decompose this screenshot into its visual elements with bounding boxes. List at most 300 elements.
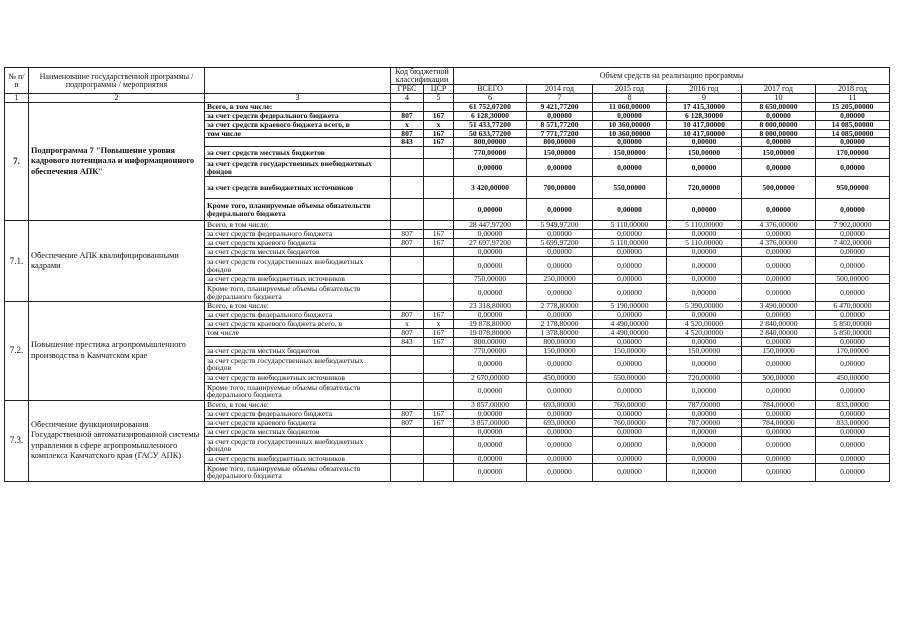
csr-code [424,284,454,302]
year-value: 14 085,00000 [816,129,890,138]
grbs-code [391,454,424,463]
header-year: 2016 год [667,85,742,94]
year-value: 0,00000 [742,355,816,373]
year-value: 150,00000 [742,346,816,355]
column-number: 6 [454,94,527,103]
row-label: том числе [205,329,391,338]
section-number: 7.1. [5,221,29,302]
table-header [5,68,890,103]
year-value: 0,00000 [816,427,890,436]
year-value: 0,00000 [527,436,593,454]
header-csr: ЦСР [424,85,454,94]
year-value: 0,00000 [816,199,890,221]
year-value: 0,00000 [593,409,667,418]
year-value: 0,00000 [742,284,816,302]
total-value: 61 752,07200 [454,103,527,112]
year-value: 3 490,00000 [742,302,816,311]
row-label: том числе [205,129,391,138]
row-label: Всего, в том числе: [205,221,391,230]
year-value: 550,00000 [593,177,667,199]
year-value: 0,00000 [667,284,742,302]
year-value: 2 840,00000 [742,329,816,338]
year-value: 150,00000 [593,346,667,355]
year-value: 693,00000 [527,418,593,427]
year-value: 0,00000 [816,463,890,481]
year-value: 0,00000 [667,463,742,481]
year-value: 0,00000 [742,199,816,221]
grbs-code: 807 [391,409,424,418]
table-row [5,400,890,409]
csr-code [424,373,454,382]
header-year: 2015 год [593,85,667,94]
year-value: 150,00000 [527,147,593,159]
year-value: 8 000,00000 [742,129,816,138]
row-label: за счет средств внебюджетных источников [205,275,391,284]
csr-code: 167 [424,329,454,338]
csr-code [424,147,454,159]
year-value: 11 060,00000 [593,103,667,112]
row-label: за счет средств внебюджетных источников [205,373,391,382]
csr-code: 167 [424,338,454,347]
csr-code [424,199,454,221]
grbs-code [391,463,424,481]
year-value: 0,00000 [667,454,742,463]
header-total: ВСЕГО [454,85,527,94]
year-value: 0,00000 [593,199,667,221]
year-value: 0,00000 [593,338,667,347]
year-value: 0,00000 [667,275,742,284]
year-value: 0,00000 [593,230,667,239]
year-value: 0,00000 [742,230,816,239]
year-value: 0,00000 [816,112,890,121]
grbs-code [391,346,424,355]
total-value: 0,00000 [454,284,527,302]
year-value: 0,00000 [593,427,667,436]
grbs-code: 843 [391,138,424,147]
grbs-code: 807 [391,329,424,338]
year-value: 5 850,00000 [816,320,890,329]
year-value: 7 402,00000 [816,239,890,248]
year-value: 0,00000 [593,159,667,177]
year-value: 0,00000 [667,159,742,177]
csr-code: 167 [424,112,454,121]
year-value: 0,00000 [667,311,742,320]
grbs-code [391,400,424,409]
year-value: 0,00000 [742,436,816,454]
year-value: 0,00000 [527,454,593,463]
total-value: 19 078,80000 [454,329,527,338]
column-number: 5 [424,94,454,103]
grbs-code [391,248,424,257]
total-value: 0,00000 [454,454,527,463]
table-body [5,103,890,482]
year-value: 0,00000 [667,382,742,400]
year-value: 0,00000 [742,257,816,275]
grbs-code [391,177,424,199]
year-value: 0,00000 [527,427,593,436]
year-value: 0,00000 [593,355,667,373]
year-value: 0,00000 [667,230,742,239]
total-value: 50 633,77200 [454,129,527,138]
csr-code [424,177,454,199]
year-value: 0,00000 [816,230,890,239]
csr-code: 167 [424,239,454,248]
year-value: 0,00000 [742,454,816,463]
section-name: Подпрограмма 7 "Повышение уровня кадрового потенциала и информационного обеспечения АПК" [29,103,205,221]
row-label: за счет средств краевого бюджета [205,239,391,248]
row-label [205,338,391,347]
year-value: 150,00000 [527,346,593,355]
year-value: 4 520,00000 [667,329,742,338]
year-value: 0,00000 [527,199,593,221]
year-value: 0,00000 [593,284,667,302]
total-value: 3 857,00000 [454,400,527,409]
year-value: 0,00000 [816,382,890,400]
year-value: 0,00000 [527,382,593,400]
year-value: 0,00000 [527,355,593,373]
total-value: 0,00000 [454,355,527,373]
year-value: 0,00000 [667,427,742,436]
year-value: 0,00000 [816,409,890,418]
year-value: 693,00000 [527,400,593,409]
total-value: 19 878,80000 [454,320,527,329]
year-value: 784,00000 [742,418,816,427]
header-year: 2017 год [742,85,816,94]
csr-code: х [424,121,454,130]
year-value: 0,00000 [742,248,816,257]
row-label: Кроме того, планируемые объемы обязательств федерального бюджета [205,382,391,400]
column-number: 9 [667,94,742,103]
total-value: 800,00000 [454,338,527,347]
year-value: 150,00000 [667,346,742,355]
row-label: Кроме того, планируемые объемы обязательств федерального бюджета [205,463,391,481]
year-value: 784,00000 [742,400,816,409]
row-label: за счет средств внебюджетных источников [205,454,391,463]
row-label: за счет средств государственных внебюджетных фондов [205,159,391,177]
year-value: 760,00000 [593,418,667,427]
csr-code [424,355,454,373]
year-value: 0,00000 [742,409,816,418]
year-value: 5 110,00000 [593,239,667,248]
year-value: 4 376,00000 [742,221,816,230]
budget-table [4,67,890,482]
year-value: 150,00000 [667,147,742,159]
year-value: 500,00000 [816,275,890,284]
year-value: 4 520,00000 [667,320,742,329]
row-label: за счет средств федерального бюджета [205,230,391,239]
row-label: за счет средств внебюджетных источников [205,177,391,199]
year-value: 0,00000 [593,463,667,481]
year-value: 0,00000 [667,409,742,418]
year-value: 1 378,80000 [527,329,593,338]
csr-code: 167 [424,311,454,320]
csr-code [424,159,454,177]
year-value: 0,00000 [742,138,816,147]
year-value: 0,00000 [816,338,890,347]
column-number: 1 [5,94,29,103]
csr-code: 167 [424,230,454,239]
year-value: 0,00000 [593,138,667,147]
total-value: 0,00000 [454,199,527,221]
year-value: 2 840,00000 [742,320,816,329]
year-value: 0,00000 [527,230,593,239]
year-value: 4 490,00000 [593,329,667,338]
year-value: 700,00000 [527,177,593,199]
csr-code [424,257,454,275]
grbs-code [391,436,424,454]
year-value: 5 949,97200 [527,221,593,230]
csr-code [424,427,454,436]
year-value: 450,00000 [816,373,890,382]
year-value: 250,00000 [527,275,593,284]
year-value: 5 699,97200 [527,239,593,248]
total-value: 0,00000 [454,311,527,320]
year-value: 150,00000 [593,147,667,159]
year-value: 950,00000 [816,177,890,199]
total-value: 3 420,00000 [454,177,527,199]
grbs-code [391,427,424,436]
csr-code [424,221,454,230]
csr-code [424,248,454,257]
column-number: 3 [205,94,391,103]
row-label: за счет средств местных бюджетов [205,346,391,355]
year-value: 0,00000 [527,463,593,481]
grbs-code [391,382,424,400]
total-value: 23 318,80000 [454,302,527,311]
year-value: 6 128,30000 [667,112,742,121]
year-value: 0,00000 [816,159,890,177]
header-name: Наименование государственной программы / подпрограммы / мероприятия [29,68,205,94]
table-row [5,302,890,311]
row-label: за счет средств краевого бюджета всего, в [205,121,391,130]
grbs-code [391,221,424,230]
row-label: за счет средств местных бюджетов [205,427,391,436]
total-value: 0,00000 [454,409,527,418]
year-value: 5 110,00000 [667,239,742,248]
total-value: 750,00000 [454,275,527,284]
grbs-code [391,373,424,382]
grbs-code [391,159,424,177]
year-value: 0,00000 [593,436,667,454]
year-value: 0,00000 [816,436,890,454]
total-value: 27 697,97200 [454,239,527,248]
year-value: 800,00000 [527,138,593,147]
csr-code: 167 [424,129,454,138]
grbs-code: 807 [391,129,424,138]
header-year: 2018 год [816,85,890,94]
row-label [205,138,391,147]
year-value: 10 417,00000 [667,121,742,130]
year-value: 5 110,00000 [593,221,667,230]
year-value: 14 085,00000 [816,121,890,130]
csr-code: 167 [424,138,454,147]
total-value: 770,00000 [454,346,527,355]
total-value: 2 670,00000 [454,373,527,382]
row-label: за счет средств местных бюджетов [205,248,391,257]
year-value: 833,00000 [816,400,890,409]
csr-code [424,436,454,454]
total-value: 800,00000 [454,138,527,147]
year-value: 0,00000 [816,311,890,320]
csr-code [424,103,454,112]
year-value: 0,00000 [593,112,667,121]
year-value: 0,00000 [667,248,742,257]
total-value: 0,00000 [454,257,527,275]
year-value: 7 902,00000 [816,221,890,230]
year-value: 0,00000 [742,311,816,320]
year-value: 0,00000 [742,338,816,347]
year-value: 0,00000 [593,248,667,257]
row-label: за счет средств федерального бюджета [205,112,391,121]
year-value: 17 415,30000 [667,103,742,112]
year-value: 10 360,00000 [593,129,667,138]
year-value: 150,00000 [742,147,816,159]
total-value: 0,00000 [454,463,527,481]
row-label: за счет средств государственных внебюджетных фондов [205,355,391,373]
year-value: 0,00000 [816,257,890,275]
section-name: Повышение престижа агропромышленного производства в Камчатском крае [29,302,205,401]
grbs-code: 843 [391,338,424,347]
total-value: 0,00000 [454,230,527,239]
year-value: 0,00000 [816,138,890,147]
row-label: за счет средств федерального бюджета [205,311,391,320]
table-row [5,221,890,230]
grbs-code: х [391,320,424,329]
header-grbs: ГРБС [391,85,424,94]
year-value: 6 470,00000 [816,302,890,311]
csr-code [424,463,454,481]
year-value: 0,00000 [593,275,667,284]
year-value: 0,00000 [593,311,667,320]
section-name: Обеспечение функционирования Государственной автоматизированной системы управления в сфере агропромышленного комплекса Камчатского края (ГАСУ АПК) [29,400,205,481]
year-value: 0,00000 [667,355,742,373]
total-value: 0,00000 [454,248,527,257]
year-value: 4 490,00000 [593,320,667,329]
year-value: 0,00000 [742,382,816,400]
year-value: 8 650,00000 [742,103,816,112]
grbs-code [391,199,424,221]
year-value: 0,00000 [742,463,816,481]
grbs-code: х [391,121,424,130]
grbs-code [391,275,424,284]
year-value: 0,00000 [527,409,593,418]
total-value: 0,00000 [454,436,527,454]
grbs-code: 807 [391,239,424,248]
section-name: Обеспечение АПК квалифицированными кадрами [29,221,205,302]
year-value: 5 390,00000 [667,302,742,311]
year-value: 0,00000 [593,382,667,400]
csr-code [424,275,454,284]
csr-code: 167 [424,418,454,427]
grbs-code [391,302,424,311]
csr-code [424,400,454,409]
year-value: 0,00000 [593,454,667,463]
row-label: Всего, в том числе: [205,302,391,311]
year-value: 0,00000 [816,284,890,302]
year-value: 0,00000 [742,159,816,177]
csr-code: 167 [424,409,454,418]
year-value: 0,00000 [816,454,890,463]
year-value: 0,00000 [816,355,890,373]
row-label: Кроме того, планируемые объемы обязательств федерального бюджета [205,284,391,302]
year-value: 0,00000 [527,284,593,302]
year-value: 5 850,00000 [816,329,890,338]
year-value: 15 205,00000 [816,103,890,112]
year-value: 0,00000 [742,275,816,284]
year-value: 2 178,80000 [527,320,593,329]
year-value: 0,00000 [667,257,742,275]
year-value: 0,00000 [527,159,593,177]
total-value: 28 447,97200 [454,221,527,230]
total-value: 0,00000 [454,382,527,400]
total-value: 0,00000 [454,427,527,436]
grbs-code: 807 [391,230,424,239]
csr-code: х [424,320,454,329]
header-empty [205,68,391,94]
year-value: 0,00000 [593,257,667,275]
header-rownum: № п/п [5,68,29,94]
year-value: 550,00000 [593,373,667,382]
total-value: 770,00000 [454,147,527,159]
column-number: 8 [593,94,667,103]
column-number: 4 [391,94,424,103]
year-value: 0,00000 [527,112,593,121]
year-value: 0,00000 [667,338,742,347]
year-value: 0,00000 [527,248,593,257]
year-value: 450,00000 [527,373,593,382]
year-value: 0,00000 [667,138,742,147]
table-row [5,103,890,112]
csr-code [424,346,454,355]
column-number: 10 [742,94,816,103]
row-label: Всего, в том числе: [205,400,391,409]
year-value: 5 110,00000 [667,221,742,230]
grbs-code [391,284,424,302]
year-value: 2 778,80000 [527,302,593,311]
section-number: 7.2. [5,302,29,401]
total-value: 0,00000 [454,159,527,177]
row-label: Кроме того, планируемые объемы обязательств федерального бюджета [205,199,391,221]
total-value: 6 128,30000 [454,112,527,121]
year-value: 833,00000 [816,418,890,427]
csr-code [424,302,454,311]
column-number-row [5,94,890,103]
row-label: за счет средств государственных внебюджетных фондов [205,436,391,454]
year-value: 787,00000 [667,400,742,409]
column-number: 11 [816,94,890,103]
grbs-code [391,355,424,373]
year-value: 0,00000 [667,199,742,221]
year-value: 760,00000 [593,400,667,409]
row-label: за счет средств федерального бюджета [205,409,391,418]
year-value: 0,00000 [742,112,816,121]
year-value: 500,00000 [742,373,816,382]
total-value: 3 857,00000 [454,418,527,427]
header-year: 2014 год [527,85,593,94]
header-code-group: Код бюджетной классификации [391,68,454,85]
row-label: за счет средств местных бюджетов [205,147,391,159]
year-value: 7 771,77200 [527,129,593,138]
grbs-code: 807 [391,112,424,121]
year-value: 720,00000 [667,177,742,199]
row-label: за счет средств государственных внебюджетных фондов [205,257,391,275]
grbs-code: 807 [391,311,424,320]
column-number: 2 [29,94,205,103]
year-value: 10 360,00000 [593,121,667,130]
grbs-code [391,147,424,159]
year-value: 0,00000 [816,248,890,257]
year-value: 720,00000 [667,373,742,382]
